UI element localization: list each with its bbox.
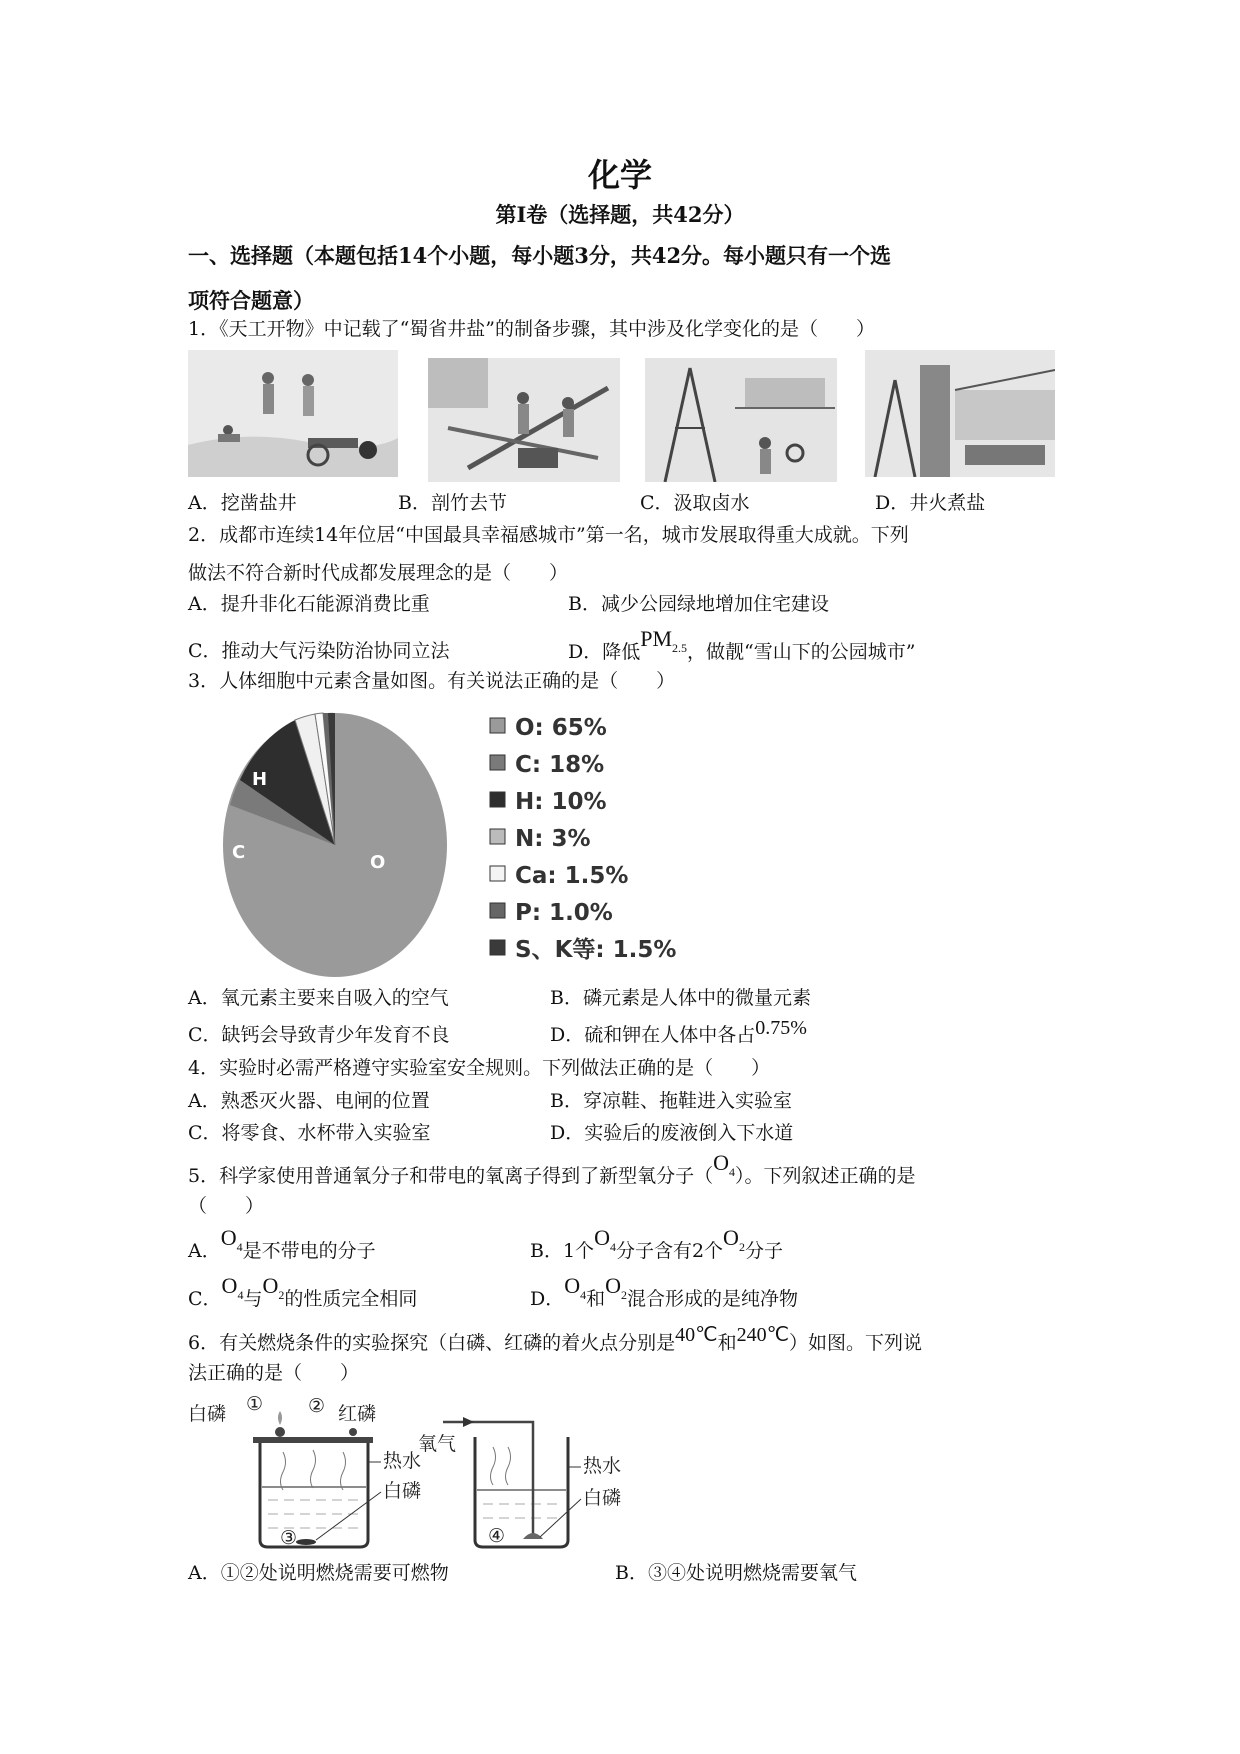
boiling-salt-illustration	[865, 350, 1055, 477]
label-white-p-water-2: 白磷	[583, 1487, 622, 1509]
legend-swatch-c	[490, 755, 505, 770]
pie-label-o: O	[370, 852, 386, 873]
q4-option-a[interactable]: A．熟悉灭火器、电闸的位置	[188, 1090, 430, 1112]
q1-stem: 1．《天工开物》中记载了“蜀省井盐”的制备步骤，其中涉及化学变化的是（ ）	[188, 318, 876, 340]
q4-stem: 4．实验时必需严格遵守实验室安全规则。下列做法正确的是（ ）	[188, 1057, 771, 1079]
section-heading: 一、选择题（本题包括14个小题，每小题3分，共42分。每小题只有一个选	[188, 243, 892, 268]
red-phosphorus-dot	[349, 1428, 357, 1436]
q1-option-a[interactable]: A．挖凿盐井	[188, 492, 297, 514]
legend-o: O: 65%	[515, 715, 607, 741]
legend-p: P: 1.0%	[515, 900, 613, 926]
q1-illustration-a	[188, 350, 398, 477]
section-heading-cont: 项符合题意）	[188, 288, 314, 313]
q5-option-c[interactable]: C．$O_4$与$O_2$的性质完全相同	[188, 1273, 418, 1310]
label-white-p: 白磷	[188, 1403, 227, 1425]
q2-option-a[interactable]: A．提升非化石能源消费比重	[188, 593, 430, 615]
legend-swatch-n	[490, 829, 505, 844]
arrow-icon	[463, 1417, 474, 1427]
legend-swatch-ca	[490, 866, 505, 881]
label-red-p: 红磷	[338, 1403, 377, 1425]
pie-label-h: H	[252, 769, 268, 790]
q3-stem: 3．人体细胞中元素含量如图。有关说法正确的是（ ）	[188, 670, 676, 692]
label-hot-water-1: 热水	[383, 1450, 422, 1472]
q3-option-a[interactable]: A．氧元素主要来自吸入的空气	[188, 987, 449, 1009]
element-pie-svg	[220, 710, 730, 980]
legend-s: S、K等: 1.5%	[515, 937, 677, 963]
q1-illustration-c	[645, 358, 837, 482]
q6-stem: 6．有关燃烧条件的实验探究（白磷、红磷的着火点分别是40℃和240℃）如图。下列说	[188, 1324, 923, 1354]
legend-c: C: 18%	[515, 752, 605, 778]
paper-part-title: 第I卷（选择题，共42分）	[495, 202, 745, 227]
legend-ca: Ca: 1.5%	[515, 863, 629, 889]
q4-option-d[interactable]: D．实验后的废液倒入下水道	[550, 1122, 794, 1144]
bamboo-splitting-illustration	[428, 358, 620, 482]
q2-option-c[interactable]: C．推动大气污染防治协同立法	[188, 640, 450, 662]
q1-option-d[interactable]: D．井火煮盐	[875, 492, 986, 514]
legend-swatch-h	[490, 792, 505, 807]
q6-experiment-diagram	[188, 1392, 678, 1552]
underwater-white-p	[296, 1539, 316, 1545]
label-circle-3: ③	[280, 1527, 298, 1549]
q1-illustration-d	[865, 350, 1055, 477]
q3-option-b[interactable]: B．磷元素是人体中的微量元素	[550, 987, 811, 1009]
q5-stem: 5．科学家使用普通氧分子和带电的氧离子得到了新型氧分子$(O_4)$。下列叙述正确的是	[188, 1150, 916, 1187]
q3-pie-chart	[220, 710, 730, 980]
q6-option-b[interactable]: B．③④处说明燃烧需要氧气	[615, 1562, 857, 1584]
legend-swatch-o	[490, 718, 505, 733]
q1-option-b[interactable]: B．剖竹去节	[398, 492, 507, 514]
q4-option-b[interactable]: B．穿凉鞋、拖鞋进入实验室	[550, 1090, 792, 1112]
temp-red-p: 240℃	[736, 1324, 790, 1346]
label-oxygen: 氧气	[418, 1433, 457, 1455]
oxygen-tube	[443, 1422, 533, 1537]
bubbles-icon	[523, 1533, 543, 1539]
digging-well-illustration	[188, 350, 398, 477]
label-white-p-water-1: 白磷	[383, 1480, 422, 1502]
q1-option-c[interactable]: C．汲取卤水	[640, 492, 750, 514]
white-phosphorus-dot	[275, 1427, 285, 1437]
legend-swatch-p	[490, 903, 505, 918]
q2-option-d[interactable]: D．降低$PM_{2.5}$，做靓“雪山下的公园城市”	[568, 626, 916, 663]
label-circle-1: ①	[246, 1393, 264, 1415]
q2-stem: 2．成都市连续14年位居“中国最具幸福感城市”第一名，城市发展取得重大成就。下列	[188, 524, 909, 546]
pie-label-c: C	[232, 842, 246, 863]
legend-n: N: 3%	[515, 826, 591, 852]
percentage-value: 0.75%	[755, 1017, 807, 1039]
page-title: 化学	[587, 156, 652, 194]
label-circle-2: ②	[308, 1395, 326, 1417]
q2-stem-cont: 做法不符合新时代成都发展理念的是（ ）	[188, 562, 569, 584]
q5-option-b[interactable]: B．1个$O_4$分子含有2个$O_2$分子	[530, 1225, 783, 1262]
q4-option-c[interactable]: C．将零食、水杯带入实验室	[188, 1122, 431, 1144]
q5-stem-cont: （ ）	[188, 1195, 265, 1217]
drawing-brine-illustration	[645, 358, 837, 482]
copper-plate	[253, 1437, 373, 1443]
q5-option-d[interactable]: D．$O_4$和$O_2$混合形成的是纯净物	[530, 1273, 799, 1310]
q3-option-d[interactable]: D．硫和钾在人体中各占0.75%	[550, 1017, 807, 1046]
q3-option-c[interactable]: C．缺钙会导致青少年发育不良	[188, 1024, 450, 1046]
q6-option-a[interactable]: A．①②处说明燃烧需要可燃物	[188, 1562, 449, 1584]
legend-h: H: 10%	[515, 789, 607, 815]
flame-icon	[278, 1411, 282, 1425]
legend-swatch-s	[490, 940, 505, 955]
beaker-1	[260, 1443, 368, 1547]
q1-illustration-b	[428, 358, 620, 482]
label-hot-water-2: 热水	[583, 1455, 622, 1477]
q2-option-b[interactable]: B．减少公园绿地增加住宅建设	[568, 593, 829, 615]
label-circle-4: ④	[488, 1525, 506, 1547]
q5-option-a[interactable]: A．$O_4$是不带电的分子	[188, 1225, 376, 1262]
q6-stem-cont: 法正确的是（ ）	[188, 1362, 360, 1384]
pm-symbol: PM	[640, 626, 673, 651]
temp-white-p: 40℃	[675, 1324, 718, 1346]
combustion-apparatus-svg	[188, 1392, 678, 1552]
